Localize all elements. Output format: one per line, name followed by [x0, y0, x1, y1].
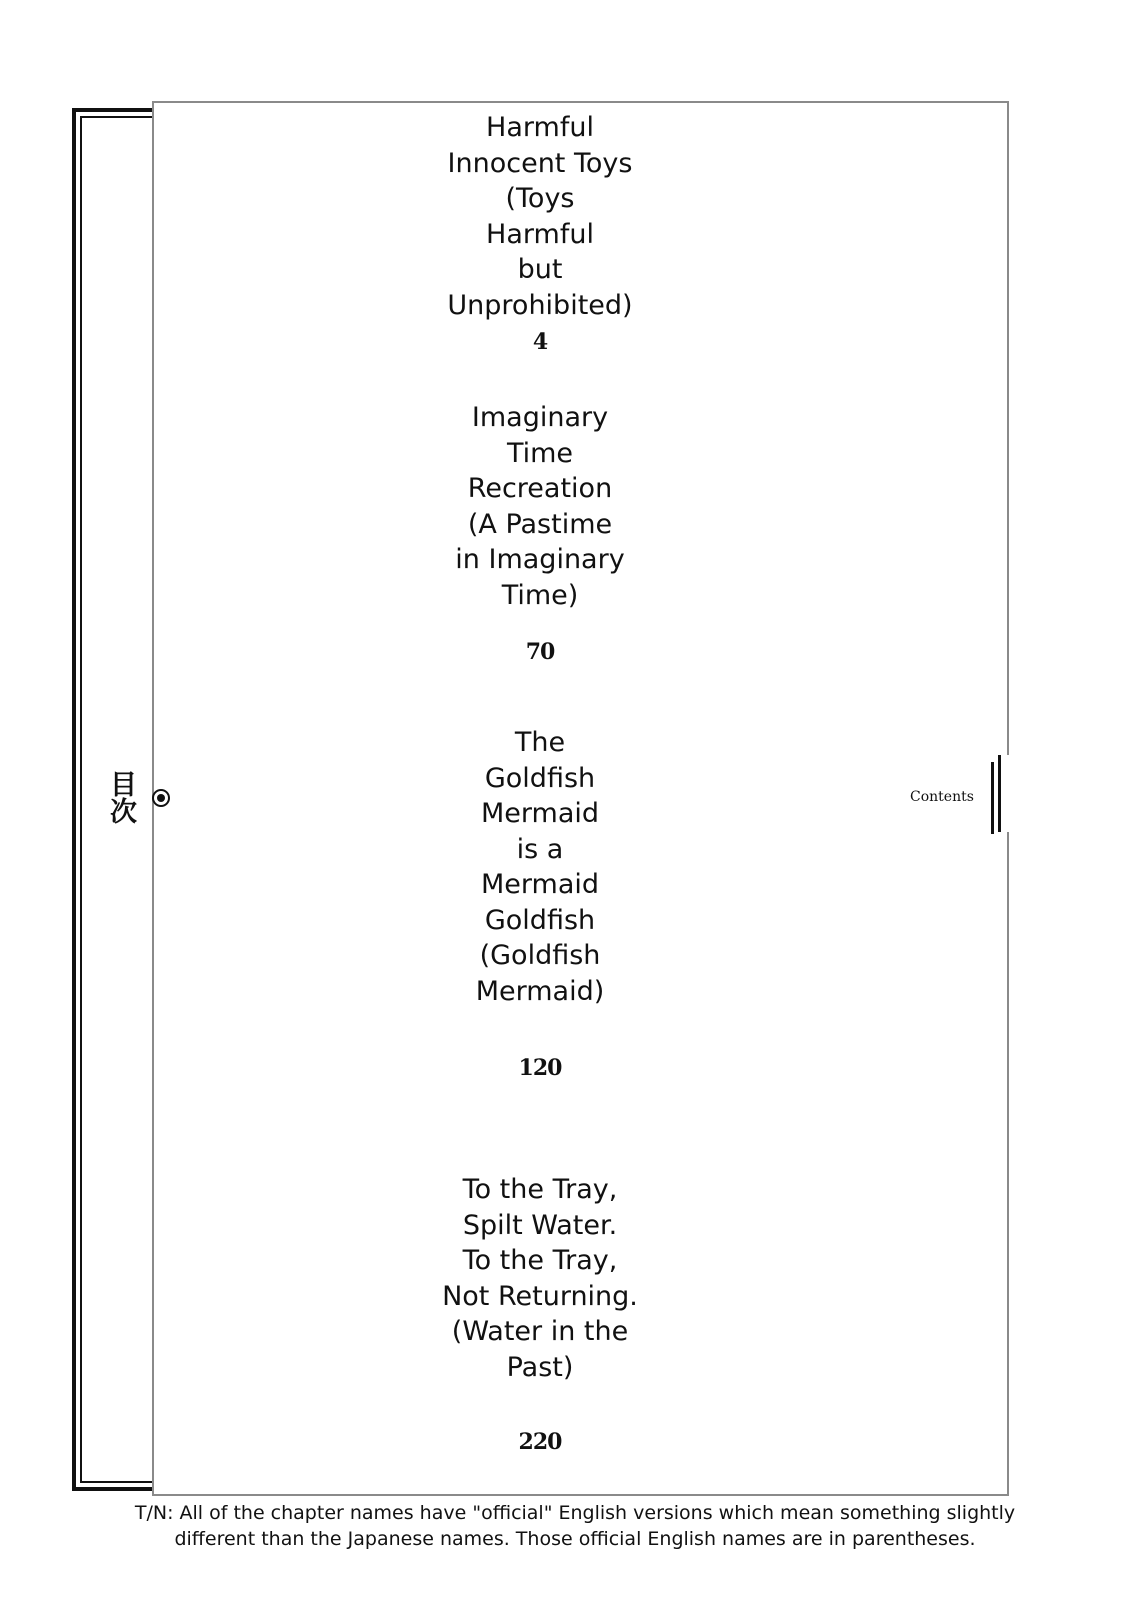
page-number: 70 — [525, 639, 555, 665]
chapter-title — [345, 400, 735, 613]
title-line: Goldfish — [484, 762, 596, 794]
title-line: is a — [516, 833, 564, 865]
title-line: (Toys — [505, 183, 575, 214]
chapter-title — [345, 725, 735, 1009]
title-line: Imaginary — [471, 402, 609, 433]
chapter-title — [345, 110, 735, 323]
page-number: 4 — [532, 329, 548, 355]
title-line: (Goldfish — [479, 940, 601, 971]
title-line: To the Tray, — [462, 1174, 618, 1205]
translator-note — [60, 1500, 1090, 1552]
title-line: Harmful — [486, 112, 594, 143]
toc-entry — [345, 725, 735, 1081]
title-line: but — [517, 254, 563, 285]
contents-label-japanese: 目次 — [105, 770, 136, 824]
bullet-icon — [152, 789, 170, 807]
title-line: Recreation — [467, 473, 613, 504]
title-line: Past) — [506, 1351, 574, 1383]
note-line: T/N: All of the chapter names have "official" English versions which mean something slightly — [134, 1502, 1016, 1524]
title-line: (Water in the — [451, 1316, 629, 1347]
title-line: The — [514, 727, 566, 758]
chapter-title — [345, 1172, 735, 1385]
title-line: Time — [506, 437, 574, 469]
right-double-rule-outer — [998, 755, 1001, 832]
toc-entry — [345, 1172, 735, 1455]
toc-entry — [345, 110, 735, 355]
title-line: Innocent Toys — [447, 147, 633, 179]
title-line: Unprohibited) — [447, 289, 633, 321]
title-line: Harmful — [486, 218, 594, 250]
page-number: 220 — [518, 1429, 562, 1455]
title-line: Not Returning. — [442, 1280, 638, 1312]
note-line: different than the Japanese names. Those official English names are in parentheses. — [174, 1528, 976, 1550]
title-line: To the Tray, — [462, 1245, 618, 1276]
title-line: (A Pastime — [467, 508, 613, 540]
title-line: Time) — [501, 579, 579, 611]
toc-entry — [345, 400, 735, 665]
title-line: Spilt Water. — [462, 1209, 618, 1241]
title-line: Goldfish — [484, 904, 596, 936]
title-line: Mermaid — [480, 798, 600, 829]
contents-label-english: Contents — [910, 789, 974, 805]
title-line: in Imaginary — [455, 544, 625, 575]
title-line: Mermaid — [480, 869, 600, 900]
right-double-rule-inner — [991, 762, 994, 834]
page-number: 120 — [518, 1055, 562, 1081]
right-frame-gap — [1003, 755, 1013, 832]
title-line: Mermaid) — [475, 975, 605, 1007]
